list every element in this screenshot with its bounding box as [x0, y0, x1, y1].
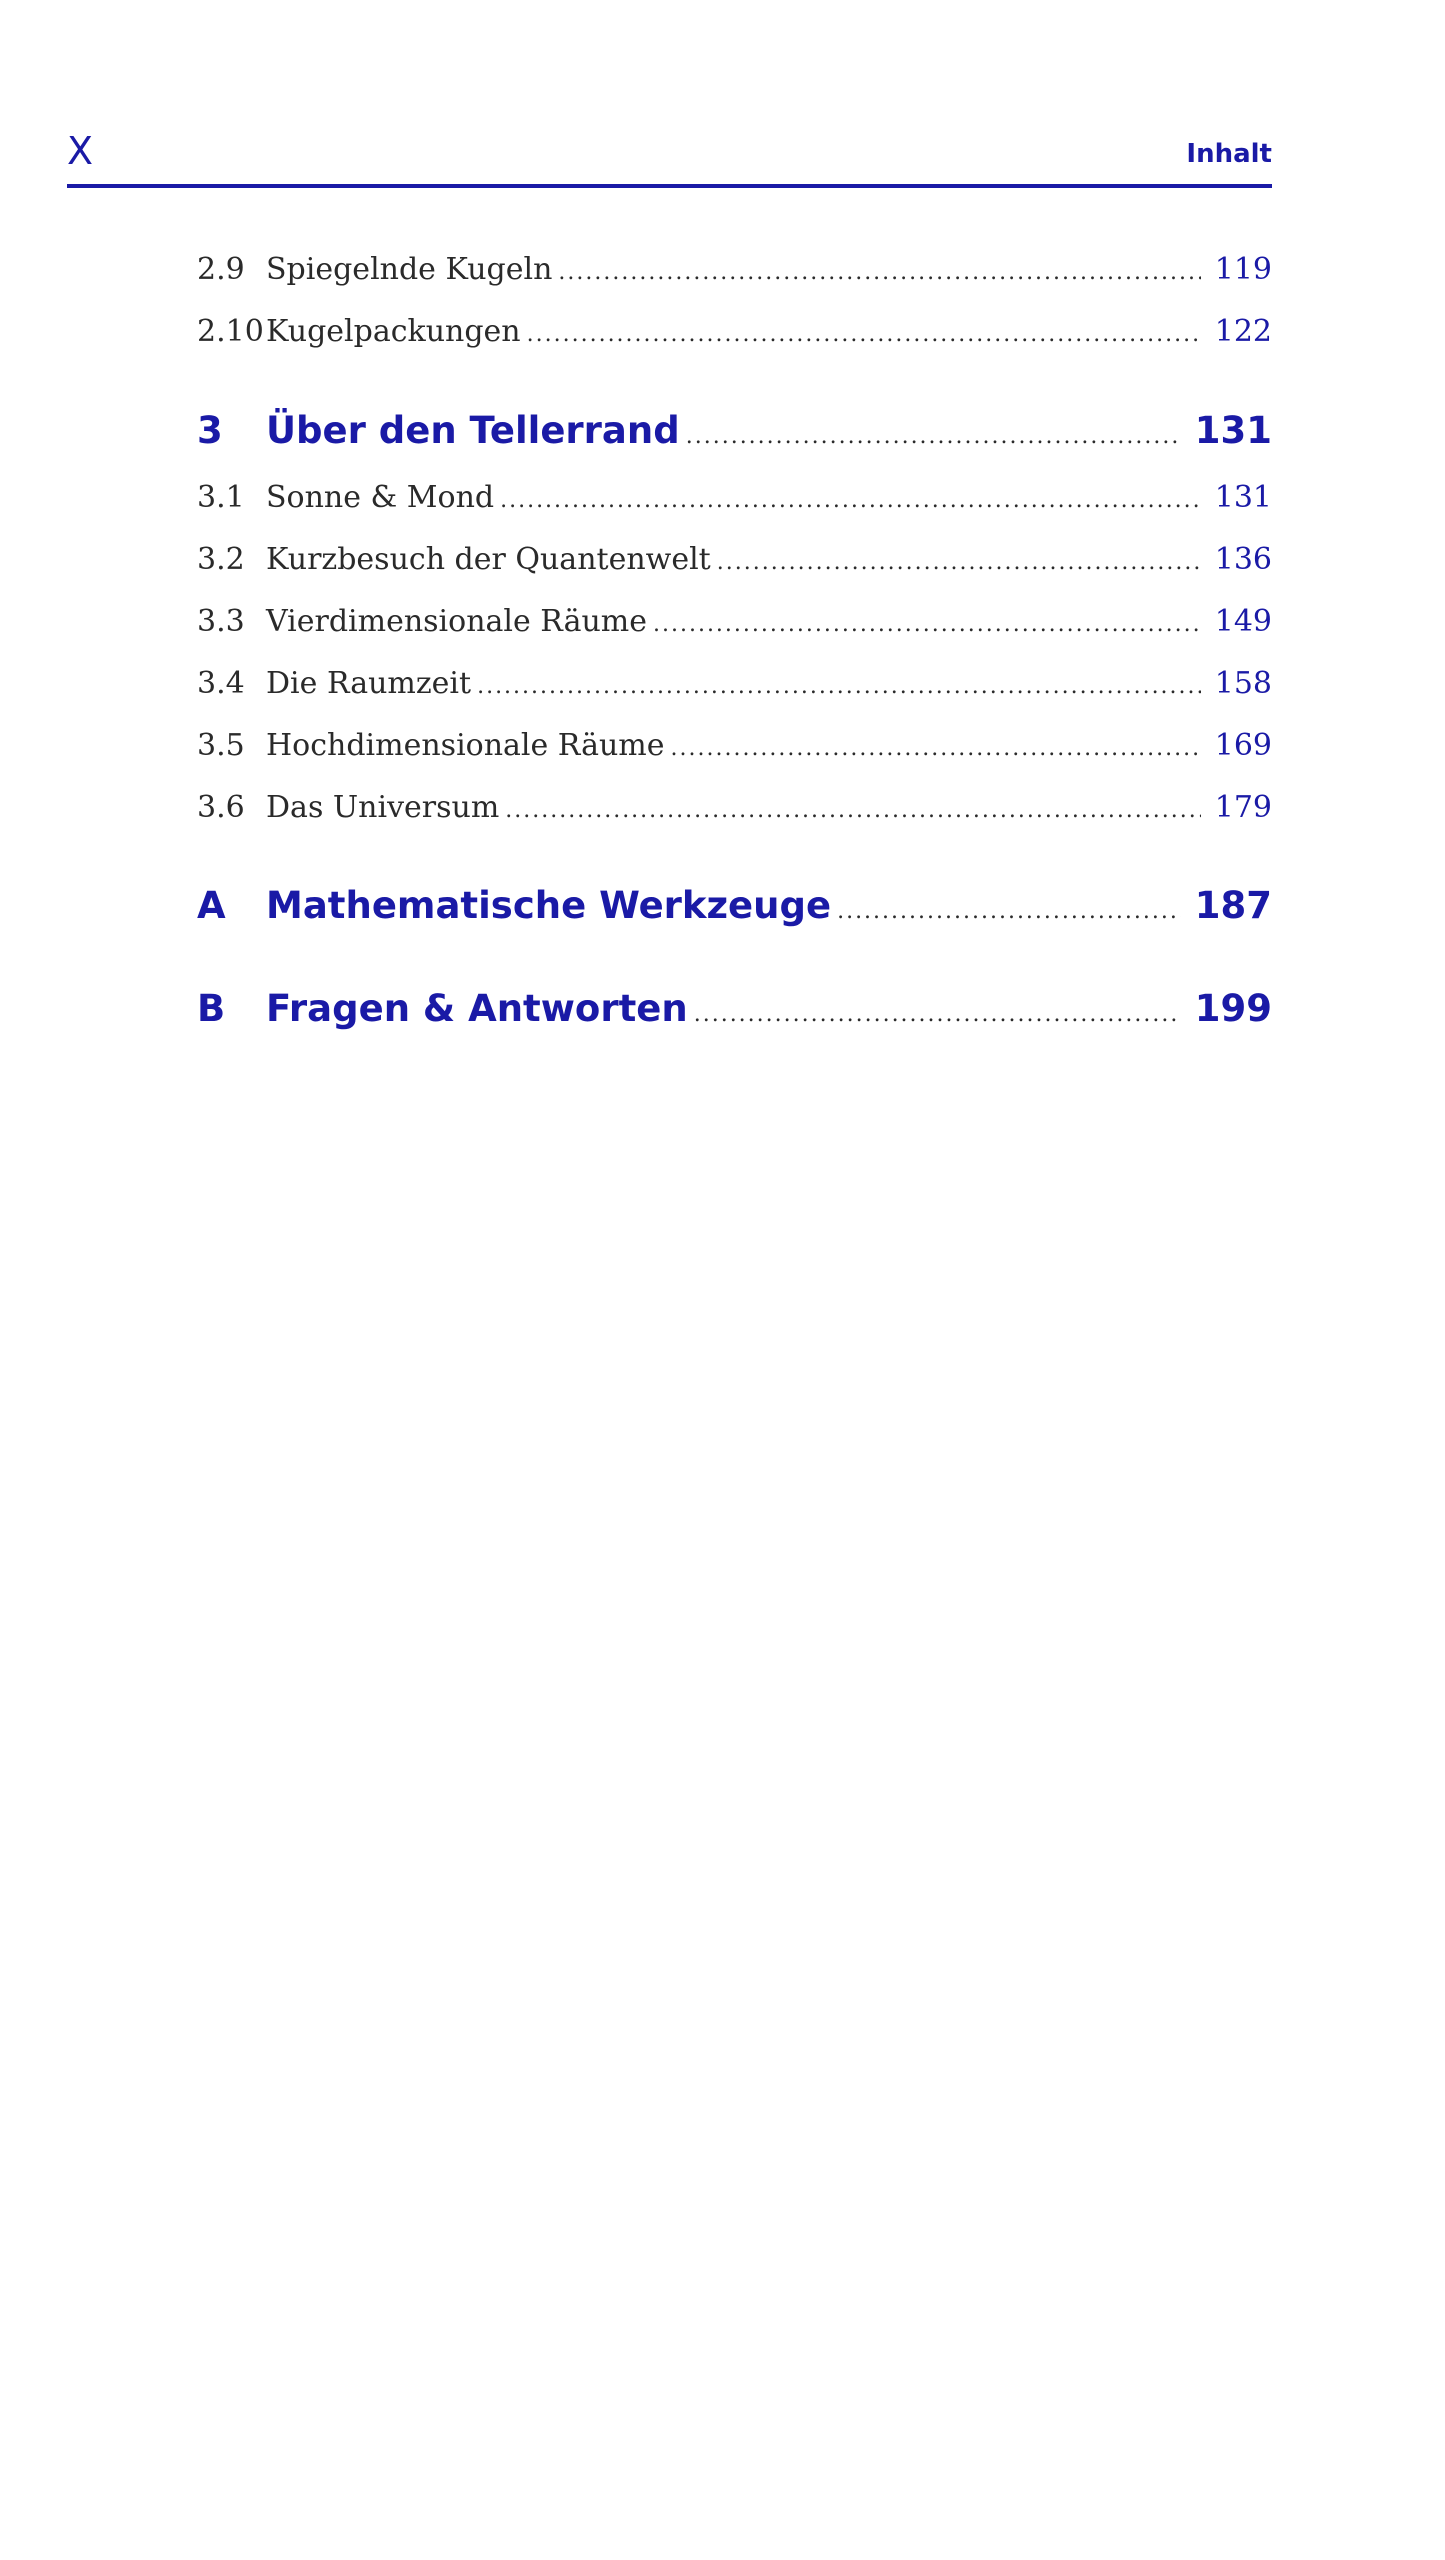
toc-entry-number: 2.9: [197, 252, 245, 287]
toc-entry-3-1[interactable]: [197, 476, 1272, 520]
toc-entry-page: 158: [1214, 666, 1272, 701]
toc-entry-number: 3.6: [197, 790, 245, 825]
toc-entry-page: 122: [1214, 314, 1272, 349]
toc-entry-number: 3.3: [197, 604, 245, 639]
toc-entry-title: Vierdimensionale Räume: [266, 604, 647, 639]
toc-dot-leader: [686, 410, 1181, 464]
toc-entry-2-9[interactable]: [197, 248, 1272, 292]
toc-entry-number: 3.4: [197, 666, 245, 701]
toc-entry-title: Kugelpackungen: [266, 314, 521, 349]
toc-entry-3-6[interactable]: [197, 786, 1272, 830]
toc-chapter-3[interactable]: [197, 404, 1272, 458]
toc-entry-page: 119: [1214, 252, 1272, 287]
toc-entry-page: 169: [1214, 728, 1272, 763]
toc-dot-leader: [653, 603, 1201, 647]
toc-entry-title: Sonne & Mond: [266, 480, 495, 515]
toc-dot-leader: [694, 988, 1181, 1042]
toc-entry-3-4[interactable]: [197, 662, 1272, 706]
toc-entry-number: 2.10: [197, 314, 264, 349]
running-header: [67, 126, 1272, 188]
toc-entry-2-10[interactable]: [197, 310, 1272, 354]
toc-entry-page: 149: [1214, 604, 1272, 639]
toc-chapter-number: A: [197, 884, 226, 927]
toc-chapter-title: Fragen & Antworten: [266, 987, 688, 1030]
toc-entry-page: 131: [1214, 480, 1272, 515]
toc-entry-3-2[interactable]: [197, 538, 1272, 582]
toc-dot-leader: [558, 251, 1200, 295]
toc-entry-3-5[interactable]: [197, 724, 1272, 768]
toc-chapter-number: B: [197, 987, 226, 1030]
toc-entry-title: Das Universum: [266, 790, 500, 825]
toc-chapter-page: 199: [1194, 987, 1272, 1030]
toc-dot-leader: [527, 313, 1201, 357]
toc-chapter-page: 131: [1194, 409, 1272, 452]
toc-chapter-title: Mathematische Werkzeuge: [266, 884, 832, 927]
toc-chapter-title: Über den Tellerrand: [266, 409, 680, 452]
toc-dot-leader: [500, 479, 1201, 523]
toc-dot-leader: [505, 789, 1200, 833]
toc-dot-leader: [717, 541, 1201, 585]
toc-entry-page: 179: [1214, 790, 1272, 825]
toc-chapter-page: 187: [1194, 884, 1272, 927]
toc-entry-title: Kurzbesuch der Quantenwelt: [266, 542, 711, 577]
toc-appendix-a[interactable]: [197, 879, 1272, 933]
toc-dot-leader: [477, 665, 1201, 709]
toc-chapter-number: 3: [197, 409, 223, 452]
toc-entry-number: 3.1: [197, 480, 245, 515]
toc-entry-title: Hochdimensionale Räume: [266, 728, 665, 763]
toc-entry-title: Die Raumzeit: [266, 666, 472, 701]
toc-entry-number: 3.2: [197, 542, 245, 577]
toc-entry-3-3[interactable]: [197, 600, 1272, 644]
toc-entry-title: Spiegelnde Kugeln: [266, 252, 553, 287]
toc-appendix-b[interactable]: [197, 982, 1272, 1036]
toc-dot-leader: [671, 727, 1201, 771]
toc-entry-number: 3.5: [197, 728, 245, 763]
toc-entry-page: 136: [1214, 542, 1272, 577]
header-page-number: X: [67, 129, 94, 173]
header-section-title: Inhalt: [1186, 139, 1272, 169]
toc-dot-leader: [837, 885, 1181, 939]
